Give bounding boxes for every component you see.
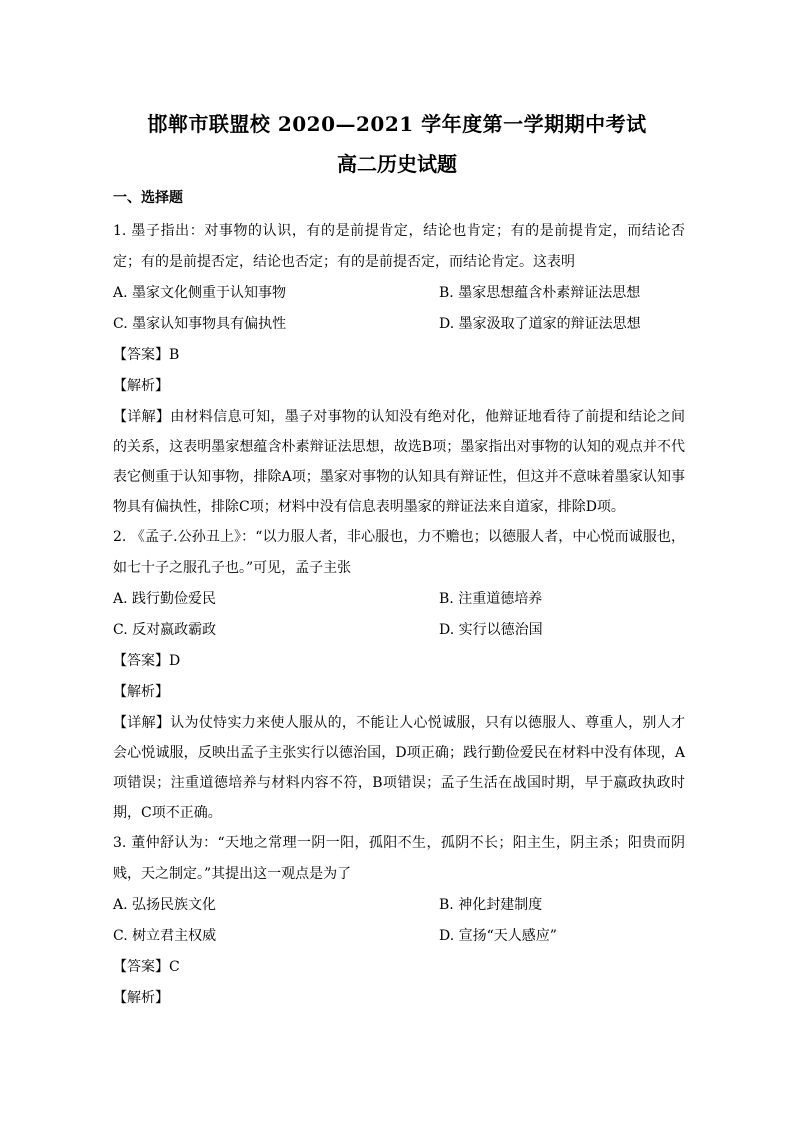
answer-line: 【答案】C	[113, 959, 180, 975]
option-d: D. 实行以德治国	[439, 622, 543, 638]
option-b: B. 神化封建制度	[439, 897, 543, 913]
analysis-label: 【解析】	[113, 684, 169, 700]
exam-content	[113, 186, 685, 1014]
section-heading: 一、选择题	[113, 190, 183, 206]
detail-paragraph: 【详解】由材料信息可知，墨子对事物的认知没有绝对化，他辩证地看待了前提和结论之间的关系，这表明墨家想蕴含朴素辩证法思想，故选B项；墨家指出对事物的认知的观点并不代表它侧重于认知事物，排除A项；墨家对事物的认知具有辩证性，但这并不意味着墨家认知事物具有偏执性，排除C项；材料中没有信息表明墨家的辩证法来自道家，排除D项。	[113, 409, 685, 515]
answer-line: 【答案】D	[113, 653, 181, 669]
question-1	[113, 216, 685, 522]
question-2	[113, 522, 685, 828]
question-stem: 3. 董仲舒认为：“天地之常理一阴一阳，孤阳不生，孤阴不长；阳主生，阴主杀；阳贵而阴贱，天之制定。”其提出这一观点是为了	[113, 835, 685, 882]
exam-subtitle: 高二历史试题	[337, 152, 457, 176]
option-a: A. 墨家文化侧重于认知事物	[113, 285, 287, 301]
options-row	[113, 278, 685, 309]
option-c: C. 反对嬴政霸政	[113, 622, 217, 638]
options-row	[113, 890, 685, 921]
options-row	[113, 921, 685, 952]
detail-paragraph: 【详解】认为仗恃实力来使人服从的，不能让人心悦诚服，只有以德服人、尊重人，别人才会心悦诚服，反映出孟子主张实行以德治国，D项正确；践行勤俭爱民在材料中没有体现，A项错误；注重道德培养与材料内容不符，B项错误；孟子生活在战国时期，早于嬴政执政时期，C项不正确。	[113, 715, 685, 821]
option-b: B. 注重道德培养	[439, 591, 543, 607]
options-row	[113, 309, 685, 340]
analysis-label: 【解析】	[113, 378, 169, 394]
option-a: A. 弘扬民族文化	[113, 897, 217, 913]
options-row	[113, 615, 685, 646]
option-b: B. 墨家思想蕴含朴素辩证法思想	[439, 285, 641, 301]
question-stem: 1. 墨子指出：对事物的认识，有的是前提肯定，结论也肯定；有的是前提肯定，而结论否定；有的是前提否定，结论也否定；有的是前提否定，而结论肯定。这表明	[113, 223, 685, 270]
option-d: D. 宣扬“天人感应”	[439, 928, 557, 944]
option-c: C. 树立君主权威	[113, 928, 217, 944]
options-row	[113, 584, 685, 615]
exam-title: 邯郸市联盟校 2020—2021 学年度第一学期期中考试	[147, 112, 647, 136]
option-d: D. 墨家汲取了道家的辩证法思想	[439, 316, 641, 332]
answer-line: 【答案】B	[113, 347, 180, 363]
question-stem: 2. 《孟子.公孙丑上》：“以力服人者，非心服也，力不赡也；以德服人者，中心悦而诚服也，如七十子之服孔子也。”可见，孟子主张	[113, 529, 685, 576]
option-c: C. 墨家认知事物具有偏执性	[113, 316, 287, 332]
question-3	[113, 828, 685, 1014]
option-a: A. 践行勤俭爱民	[113, 591, 217, 607]
analysis-label: 【解析】	[113, 990, 169, 1006]
